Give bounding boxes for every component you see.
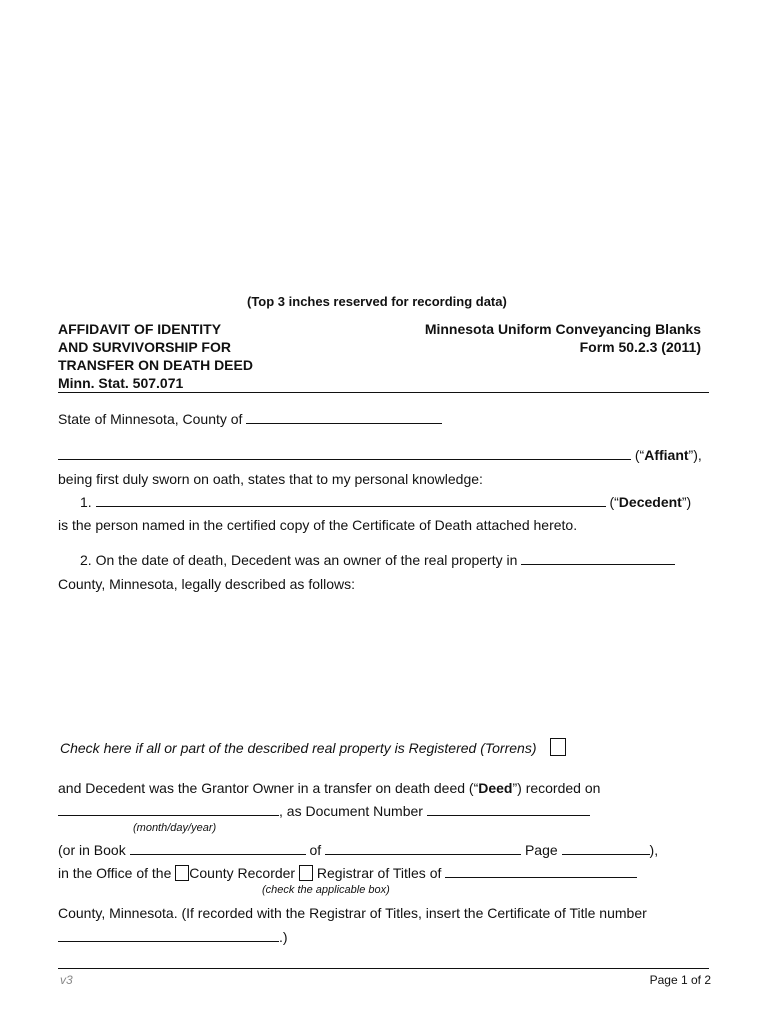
office-line: in the Office of the County Recorder Registrar of Titles of [58, 865, 637, 881]
book-line: (or in Book of Page ), [58, 842, 659, 858]
decedent-name-field[interactable] [96, 494, 606, 507]
state-county-line [58, 411, 442, 427]
affiant-name-field[interactable] [58, 447, 631, 460]
registrar-county-field[interactable] [445, 865, 637, 878]
form-title-line: AFFIDAVIT OF IDENTITY [58, 321, 222, 337]
check-hint: (check the applicable box) [262, 884, 390, 896]
page-number: Page 1 of 2 [649, 973, 711, 987]
county-certificate-line: County, Minnesota. (If recorded with the Registrar of Titles, insert the Certificate of Title number [58, 905, 647, 921]
torrens-checkbox[interactable] [550, 738, 566, 756]
form-title-line: AND SURVIVORSHIP FOR [58, 339, 231, 355]
recording-line: , as Document Number [58, 803, 590, 819]
legal-description-intro: County, Minnesota, legally described as follows: [58, 576, 356, 592]
decedent-line: 1. (“Decedent”) [80, 494, 692, 510]
document-number-field[interactable] [427, 803, 590, 816]
county-recorder-checkbox[interactable] [175, 865, 189, 881]
affiant-term: Affiant [644, 447, 689, 463]
registrar-checkbox[interactable] [299, 865, 313, 881]
form-series: Minnesota Uniform Conveyancing Blanks [424, 321, 701, 337]
property-county-field[interactable] [521, 552, 675, 565]
deed-term: Deed [478, 780, 513, 796]
recording-date-field[interactable] [58, 803, 279, 816]
form-number: Form 50.2.3 (2011) [579, 339, 701, 355]
ownership-statement: 2. On the date of death, Decedent was an owner of the real property in [80, 552, 518, 568]
date-format-hint: (month/day/year) [133, 822, 217, 834]
page-field[interactable] [562, 842, 650, 855]
ownership-line [80, 552, 675, 568]
decedent-term: Decedent [618, 494, 682, 510]
certificate-line: .) [58, 929, 288, 945]
death-certificate-statement: is the person named in the certified copy of the Certificate of Death attached hereto. [58, 517, 578, 533]
torrens-line [60, 738, 566, 756]
book-of-field[interactable] [325, 842, 521, 855]
book-field[interactable] [130, 842, 306, 855]
sworn-statement: being first duly sworn on oath, states that to my personal knowledge: [58, 471, 483, 487]
county-recorder-label: County Recorder [189, 865, 296, 881]
state-county-label: State of Minnesota, County of [58, 411, 243, 427]
grantor-line: and Decedent was the Grantor Owner in a transfer on death deed (“Deed”) recorded on [58, 780, 601, 796]
torrens-label: Check here if all or part of the described real property is Registered (Torrens) [60, 740, 537, 756]
county-field[interactable] [246, 411, 442, 424]
statute-reference: Minn. Stat. 507.071 [58, 375, 184, 391]
form-identifier [425, 320, 701, 356]
item-number: 1. [80, 494, 92, 510]
form-title [58, 320, 253, 392]
footer-divider [58, 968, 709, 969]
version-label: v3 [60, 973, 73, 987]
form-title-line: TRANSFER ON DEATH DEED [58, 357, 253, 373]
header-divider [58, 392, 709, 393]
reserved-note: (Top 3 inches reserved for recording data) [247, 294, 507, 309]
certificate-number-field[interactable] [58, 929, 279, 942]
affiant-line: (“Affiant”), [58, 447, 702, 463]
registrar-label: Registrar of Titles of [316, 865, 442, 881]
